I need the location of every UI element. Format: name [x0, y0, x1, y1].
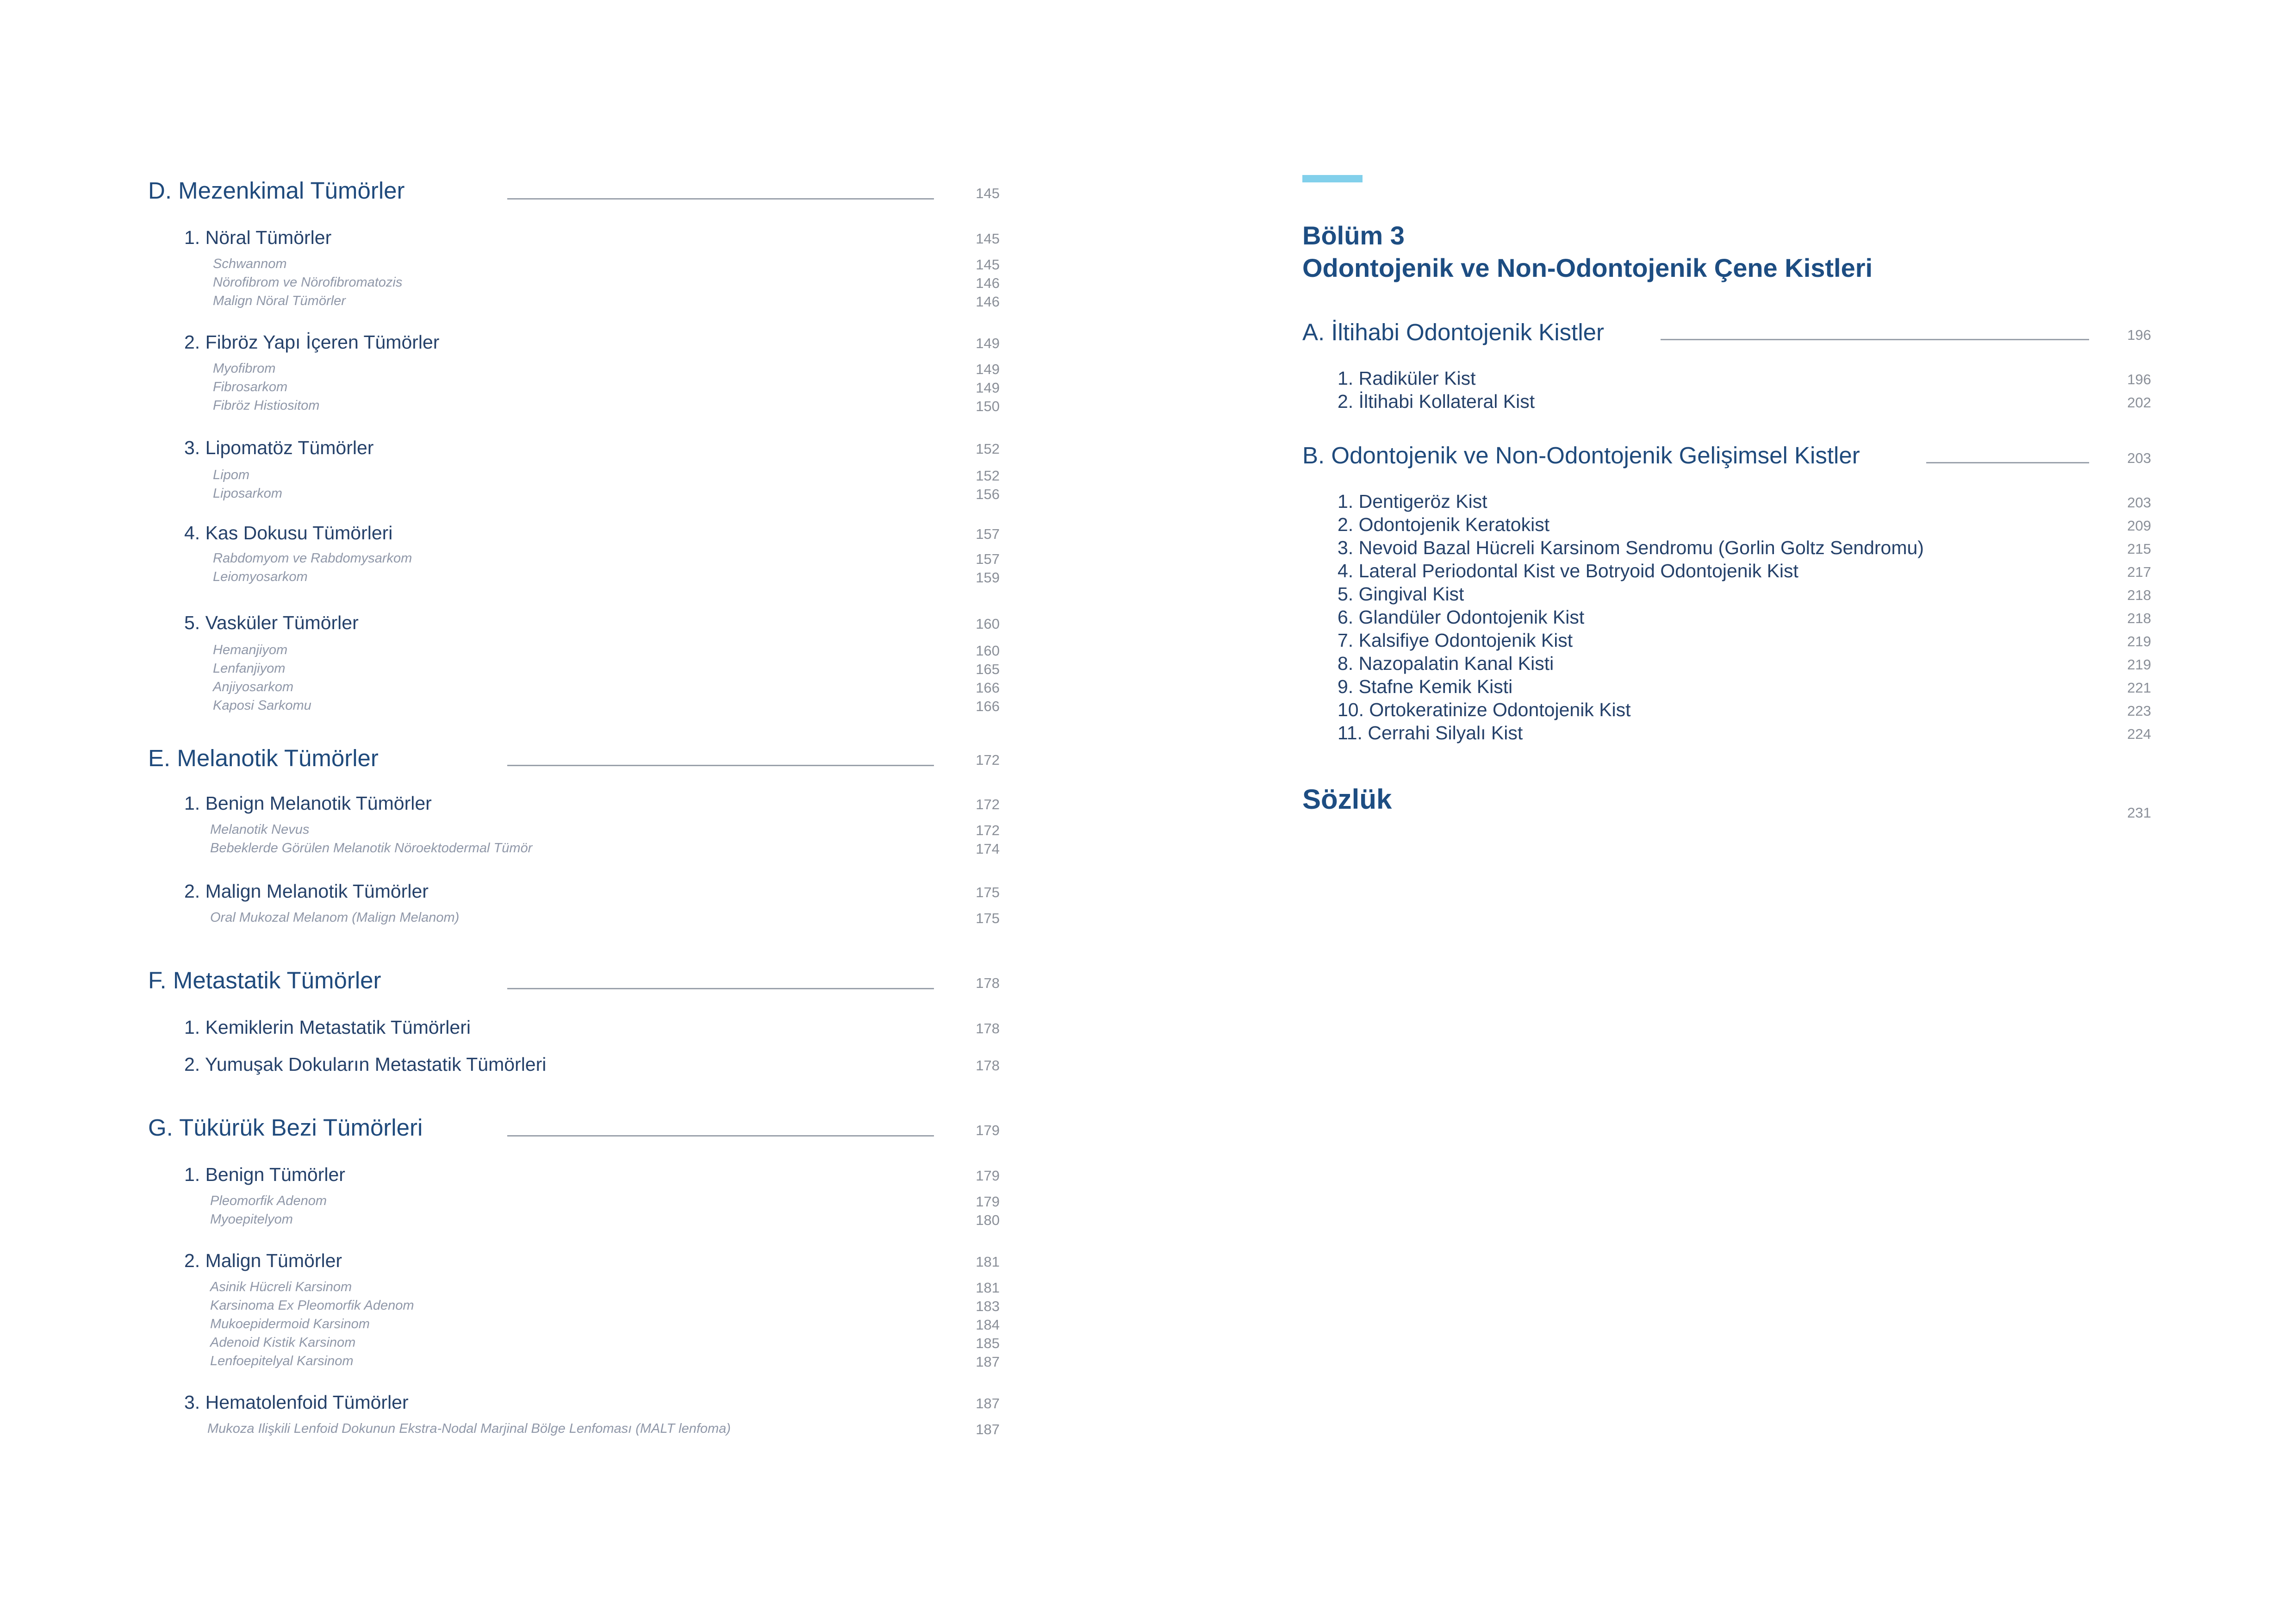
item-label: 9. Stafne Kemik Kisti — [1338, 676, 1513, 697]
item-page: 209 — [2127, 518, 2151, 534]
item-page: 149 — [976, 380, 1000, 396]
section-page: 179 — [976, 1122, 1000, 1138]
group-page: 187 — [976, 1395, 1000, 1412]
item-page: 184 — [976, 1317, 1000, 1333]
item-label: Myofibrom — [213, 361, 276, 376]
chapter-accent-bar — [1302, 175, 1363, 182]
group-page: 172 — [976, 796, 1000, 812]
item-page: 215 — [2127, 541, 2151, 557]
item-label: 4. Lateral Periodontal Kist ve Botryoid Odontojenik Kist — [1338, 560, 1798, 581]
section-title: B. Odontojenik ve Non-Odontojenik Gelişimsel Kistler — [1302, 442, 1860, 468]
group-page: 181 — [976, 1254, 1000, 1270]
group-title: 2. Fibröz Yapı İçeren Tümörler — [184, 331, 440, 353]
item-label: Hemanjiyom — [213, 643, 288, 657]
item-page: 196 — [2127, 371, 2151, 387]
group-page: 160 — [976, 616, 1000, 632]
item-label: 1. Radiküler Kist — [1338, 368, 1476, 389]
item-page: 175 — [976, 910, 1000, 926]
item-label: Lipom — [213, 468, 249, 482]
item-page: 217 — [2127, 564, 2151, 580]
item-page: 159 — [976, 569, 1000, 586]
item-label: 10. Ortokeratinize Odontojenik Kist — [1338, 699, 1631, 720]
glossary-title: Sözlük — [1302, 784, 1392, 815]
item-page: 187 — [976, 1421, 1000, 1437]
item-label: Lenfoepitelyal Karsinom — [210, 1354, 354, 1368]
item-label: 6. Glandüler Odontojenik Kist — [1338, 606, 1585, 628]
item-page: 185 — [976, 1335, 1000, 1351]
section-rule — [507, 1135, 934, 1137]
item-label: Liposarkom — [213, 486, 282, 501]
item-page: 146 — [976, 294, 1000, 310]
item-page: 180 — [976, 1212, 1000, 1228]
group-page: 178 — [976, 1020, 1000, 1037]
section-rule — [1661, 339, 2089, 340]
item-label: Karsinoma Ex Pleomorfik Adenom — [210, 1298, 414, 1313]
item-page: 160 — [976, 643, 1000, 659]
group-page: 179 — [976, 1168, 1000, 1184]
group-title: 1. Nöral Tümörler — [184, 227, 332, 248]
item-label: Myoepitelyom — [210, 1212, 293, 1227]
item-page: 181 — [976, 1280, 1000, 1296]
group-title: 1. Kemiklerin Metastatik Tümörleri — [184, 1017, 471, 1038]
section-title: A. İltihabi Odontojenik Kistler — [1302, 319, 1604, 345]
item-page: 224 — [2127, 726, 2151, 742]
group-page: 175 — [976, 884, 1000, 900]
section-rule — [507, 198, 934, 200]
item-page: 152 — [976, 468, 1000, 484]
glossary-page: 231 — [2127, 805, 2151, 821]
item-label: Mukoza Ilişkili Lenfoid Dokunun Ekstra-Nodal Marjinal Bölge Lenfoması (MALT lenfoma) — [207, 1421, 731, 1436]
item-page: 145 — [976, 256, 1000, 273]
chapter-number: Bölüm 3 — [1302, 221, 1405, 250]
item-page: 223 — [2127, 703, 2151, 719]
section-page: 178 — [976, 975, 1000, 991]
section-page: 145 — [976, 185, 1000, 201]
item-page: 218 — [2127, 587, 2151, 603]
section-rule — [507, 988, 934, 989]
item-page: 202 — [2127, 394, 2151, 411]
section-page: 172 — [976, 752, 1000, 768]
group-page: 157 — [976, 526, 1000, 542]
item-label: Mukoepidermoid Karsinom — [210, 1317, 370, 1331]
group-page: 152 — [976, 441, 1000, 457]
item-label: 5. Gingival Kist — [1338, 583, 1464, 605]
group-title: 1. Benign Tümörler — [184, 1164, 345, 1185]
item-label: 1. Dentigeröz Kist — [1338, 491, 1487, 512]
item-page: 156 — [976, 486, 1000, 502]
item-page: 149 — [976, 361, 1000, 377]
item-page: 146 — [976, 275, 1000, 291]
group-page: 178 — [976, 1057, 1000, 1074]
item-label: Leiomyosarkom — [213, 569, 308, 584]
item-label: Oral Mukozal Melanom (Malign Melanom) — [210, 910, 460, 925]
item-label: Malign Nöral Tümörler — [213, 294, 346, 308]
section-title: F. Metastatik Tümörler — [148, 967, 381, 993]
item-page: 183 — [976, 1298, 1000, 1314]
section-rule — [1926, 462, 2089, 463]
item-label: 2. İltihabi Kollateral Kist — [1338, 391, 1535, 412]
item-page: 219 — [2127, 633, 2151, 650]
item-page: 166 — [976, 698, 1000, 714]
group-title: 2. Malign Melanotik Tümörler — [184, 881, 429, 902]
item-label: Fibrosarkom — [213, 380, 288, 394]
group-title: 3. Hematolenfoid Tümörler — [184, 1392, 409, 1413]
item-label: Bebeklerde Görülen Melanotik Nöroektodermal Tümör — [210, 841, 533, 856]
section-title: G. Tükürük Bezi Tümörleri — [148, 1114, 423, 1141]
item-label: Schwannom — [213, 256, 287, 271]
section-title: D. Mezenkimal Tümörler — [148, 177, 405, 204]
item-label: 2. Odontojenik Keratokist — [1338, 514, 1550, 535]
group-title: 3. Lipomatöz Tümörler — [184, 437, 374, 458]
item-label: Anjiyosarkom — [213, 680, 294, 694]
item-page: 187 — [976, 1354, 1000, 1370]
item-page: 203 — [2127, 494, 2151, 511]
chapter-title: Odontojenik ve Non-Odontojenik Çene Kistleri — [1302, 253, 1873, 282]
group-title: 2. Malign Tümörler — [184, 1250, 342, 1271]
item-label: Fibröz Histiositom — [213, 398, 320, 413]
group-page: 149 — [976, 335, 1000, 351]
item-page: 218 — [2127, 610, 2151, 626]
item-page: 179 — [976, 1193, 1000, 1210]
item-label: Nörofibrom ve Nörofibromatozis — [213, 275, 403, 290]
item-label: Lenfanjiyom — [213, 661, 286, 676]
item-page: 221 — [2127, 680, 2151, 696]
item-page: 219 — [2127, 656, 2151, 673]
section-page: 196 — [2127, 327, 2151, 343]
section-rule — [507, 765, 934, 766]
group-title: 5. Vasküler Tümörler — [184, 612, 359, 633]
item-label: 8. Nazopalatin Kanal Kisti — [1338, 653, 1554, 674]
group-title: 1. Benign Melanotik Tümörler — [184, 793, 432, 814]
item-label: Rabdomyom ve Rabdomysarkom — [213, 551, 412, 566]
item-label: Pleomorfik Adenom — [210, 1193, 327, 1208]
item-label: 3. Nevoid Bazal Hücreli Karsinom Sendromu (Gorlin Goltz Sendromu) — [1338, 537, 1924, 558]
item-page: 150 — [976, 398, 1000, 414]
item-label: 11. Cerrahi Silyalı Kist — [1338, 722, 1523, 743]
item-page: 174 — [976, 841, 1000, 857]
item-page: 166 — [976, 680, 1000, 696]
item-label: 7. Kalsifiye Odontojenik Kist — [1338, 630, 1573, 651]
group-page: 145 — [976, 231, 1000, 247]
item-label: Melanotik Nevus — [210, 822, 310, 837]
section-page: 203 — [2127, 450, 2151, 466]
item-page: 172 — [976, 822, 1000, 838]
item-label: Kaposi Sarkomu — [213, 698, 311, 713]
item-label: Adenoid Kistik Karsinom — [210, 1335, 356, 1350]
section-title: E. Melanotik Tümörler — [148, 745, 379, 771]
group-title: 4. Kas Dokusu Tümörleri — [184, 522, 393, 543]
item-label: Asinik Hücreli Karsinom — [210, 1280, 352, 1294]
item-page: 165 — [976, 661, 1000, 677]
item-page: 157 — [976, 551, 1000, 567]
group-title: 2. Yumuşak Dokuların Metastatik Tümörleri — [184, 1054, 547, 1075]
